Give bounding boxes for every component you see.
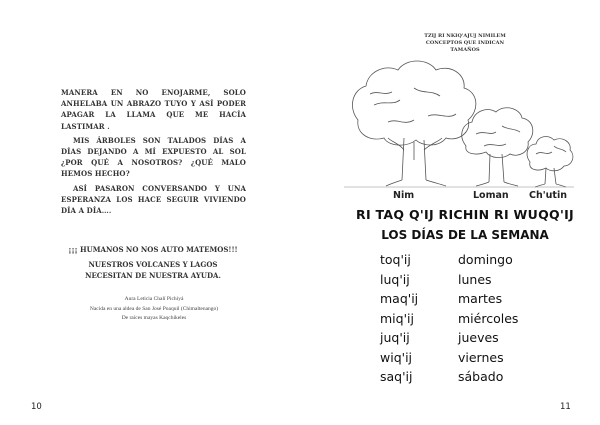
day-spanish: martes: [458, 291, 503, 306]
story-paragraph-1: MANERA EN NO ENOJARME, SOLO ANHELABA UN ABRAZO TUYO Y ASÍ PODER APAGAR LA LLAMA QUE ME HACÍA LASTIMAR .: [61, 88, 246, 131]
day-spanish: domingo: [458, 252, 513, 267]
author-roots: De raíces mayas Kaqchikeles: [121, 315, 187, 321]
tree-label-chutin: Ch'utin: [529, 190, 567, 201]
big-tree-drawing: [352, 61, 475, 186]
day-row: [300, 272, 600, 292]
story-paragraph-2: MIS ÁRBOLES SON TALADOS DÍAS A DÍAS DEJANDO A MÍ EXPUESTO AL SOL ¿POR QUÉ A NOSOTROS? ¿QUÉ MALO HEMOS HECHO?: [61, 135, 246, 179]
closing-line-1: ¡¡¡ HUMANOS NO NOS AUTO MATEMOS!!!: [68, 245, 238, 254]
days-title-kaqchikel: RI TAQ Q'IJ RICHIN RI WUQQ'IJ: [356, 207, 574, 222]
day-spanish: sábado: [458, 369, 504, 384]
day-row: [300, 311, 600, 331]
closing-line-3: NECESITAN DE NUESTRA AYUDA.: [85, 271, 221, 280]
day-spanish: lunes: [458, 271, 492, 287]
author-name: Aura Leticia Chalí Pichiyá: [124, 296, 184, 302]
day-kaqchikel: miq'ij: [380, 310, 414, 326]
author-credit: [44, 295, 264, 324]
day-spanish: jueves: [458, 330, 499, 345]
day-row: [300, 330, 600, 350]
days-title-spanish: LOS DÍAS DE LA SEMANA: [381, 228, 549, 242]
size-heading-line-2: CONCEPTOS QUE INDICAN: [425, 40, 505, 46]
day-row: [300, 291, 600, 311]
page-number-left: 10: [31, 402, 42, 412]
size-heading-line-1: TZIJ RI NKIQ'AJUJ NIMILEM: [424, 33, 506, 39]
closing-message: [58, 244, 248, 282]
day-kaqchikel: maq'ij: [380, 291, 419, 306]
tree-label-loman: Loman: [473, 190, 509, 201]
day-kaqchikel: wiq'ij: [380, 349, 413, 365]
medium-tree-drawing: [462, 108, 533, 186]
day-row: [300, 350, 600, 370]
story-paragraph-3: ASÍ PASARON CONVERSANDO Y UNA ESPERANZA LOS HACE SEGUIR VIVIENDO DÍA A DÍA….: [61, 183, 246, 216]
size-heading-line-3: TAMAÑOS: [450, 47, 480, 53]
day-spanish: viernes: [458, 349, 504, 365]
page-number-right: 11: [560, 402, 571, 412]
day-kaqchikel: juq'ij: [380, 330, 410, 345]
three-trees-illustration: [344, 50, 574, 190]
right-page: [300, 0, 600, 425]
author-origin: Nacida en una aldea de San José Poaquil (Chimaltenango): [89, 305, 219, 312]
day-kaqchikel: toq'ij: [380, 252, 411, 267]
day-row: [300, 369, 600, 389]
day-spanish: miércoles: [458, 310, 519, 326]
day-kaqchikel: luq'ij: [380, 271, 410, 287]
day-kaqchikel: saq'ij: [380, 369, 413, 384]
closing-line-2: NUESTROS VOLCANES Y LAGOS: [88, 259, 218, 269]
tree-label-nim: Nim: [393, 190, 415, 201]
day-row: [300, 252, 600, 272]
story-text: [61, 87, 246, 219]
small-tree-drawing: [527, 137, 573, 187]
